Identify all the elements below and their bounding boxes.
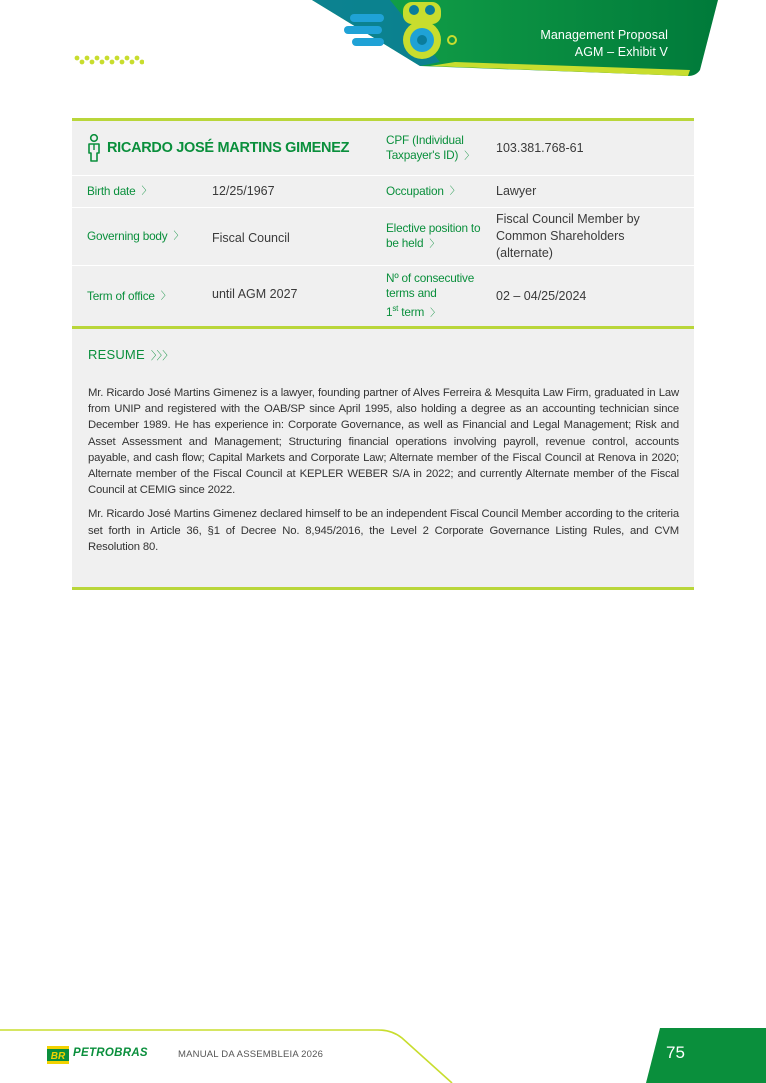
elective-value-line2: Common Shareholders [496,229,625,243]
consecutive-label-line3-base: 1 [386,304,393,319]
person-icon [86,134,102,162]
chevron-right-icon: 〉 [173,231,184,242]
consecutive-label-cell [386,266,496,326]
petrobras-wordmark: PETROBRAS [73,1047,148,1059]
term-value: until AGM 2027 [212,287,298,301]
resume-paragraph-1: Mr. Ricardo José Martins Gimenez is a lawyer, founding partner of Alves Ferreira & Mesquita Law Firm, graduated in Law from UNIP and registered with the OAB/SP since April 1995, also holding a degree as an accounting technician since December 1989. He has experience in: Corporate Governance, as well as Financial and Legal Management; Risk and Asset Assessment and Management; Structuring financial operations involving payroll, revenue control, accounts payable, and cash flow; Capital Markets and Corporate Law; Alternate member of the Fiscal Council at Renova in 2020; Alternate member of the Fiscal Council at KEPLER WEBER S/A in 2022; and currently Alternate member of the Fiscal Council at CEMIG since 2022. [88,387,679,497]
elective-label-line1: Elective position to [386,221,481,235]
petrobras-logo-badge [47,1046,69,1064]
term-value-cell [212,266,382,326]
chevron-right-icon: 〉 [449,186,460,197]
chevron-right-icon: 〉 [464,150,475,162]
cpf-label-line1: CPF (Individual [386,132,464,147]
birth-value-cell [212,176,382,207]
candidate-info-grid [72,121,694,330]
row-name-cpf [72,121,694,176]
term-label-cell [87,266,207,326]
cpf-value: 103.381.768-61 [496,140,584,155]
occupation-value-cell [496,176,686,207]
birth-label: Birth date [87,184,136,198]
elective-value-line3: (alternate) [496,246,553,260]
governing-label: Governing body [87,229,168,243]
dots-decoration [74,55,144,65]
occupation-label: Occupation [386,184,444,198]
resume-title: RESUME [88,347,145,362]
header-title-line2: AGM – Exhibit V [574,45,668,59]
elective-label-cell [386,208,496,265]
elective-label-line2: be held [386,236,424,250]
cpf-label [386,121,496,175]
row-birth-occupation [72,176,694,208]
governing-value-cell [212,208,382,265]
header-title-line1: Management Proposal [540,28,668,42]
term-label: Term of office [87,288,155,303]
candidate-card [72,118,694,590]
chevron-right-icon: 〉 [430,307,440,319]
elective-value-line1: Fiscal Council Member by [496,212,640,226]
birth-value: 12/25/1967 [212,184,275,198]
consecutive-label-line3-rest: term [398,304,425,319]
resume-body [88,385,679,563]
page-number: 75 [666,1043,685,1062]
triple-chevron-icon: 〉〉〉 [150,350,174,362]
row-governing-elective [72,208,694,266]
name-cell [86,121,376,175]
governing-label-cell [87,208,207,265]
occupation-label-cell [386,176,496,207]
consecutive-label-line3-sup: st [392,304,399,314]
resume-heading [88,347,173,363]
consecutive-label-line2: terms and [386,286,437,301]
candidate-name: RICARDO JOSÉ MARTINS GIMENEZ [107,140,350,156]
manual-title: MANUAL DA ASSEMBLEIA 2026 [178,1049,324,1060]
elective-value-cell [496,208,686,265]
consecutive-value: 02 – 04/25/2024 [496,288,587,303]
row-term-consecutive [72,266,694,326]
resume-paragraph-2: Mr. Ricardo José Martins Gimenez declared himself to be an independent Fiscal Council Member according to the criteria set forth in Article 36, §1 of Decree No. 8,945/2016, the Level 2 Corporate Governance Listing Rules, and CVM Resolution 80. [88,508,679,553]
birth-label-cell [87,176,207,207]
chevron-right-icon: 〉 [141,186,152,197]
cpf-value-cell [496,121,686,175]
consecutive-label-line1: Nº of consecutive [386,271,475,286]
consecutive-value-cell [496,266,686,326]
chevron-right-icon: 〉 [429,239,440,250]
chevron-right-icon: 〉 [160,290,171,302]
header-title [540,27,668,61]
logo-badge-text: BR [50,1051,66,1062]
grid-divider [72,326,694,329]
cpf-label-line2: Taxpayer's ID) [386,147,459,162]
governing-value: Fiscal Council [212,230,290,245]
occupation-value: Lawyer [496,184,537,198]
